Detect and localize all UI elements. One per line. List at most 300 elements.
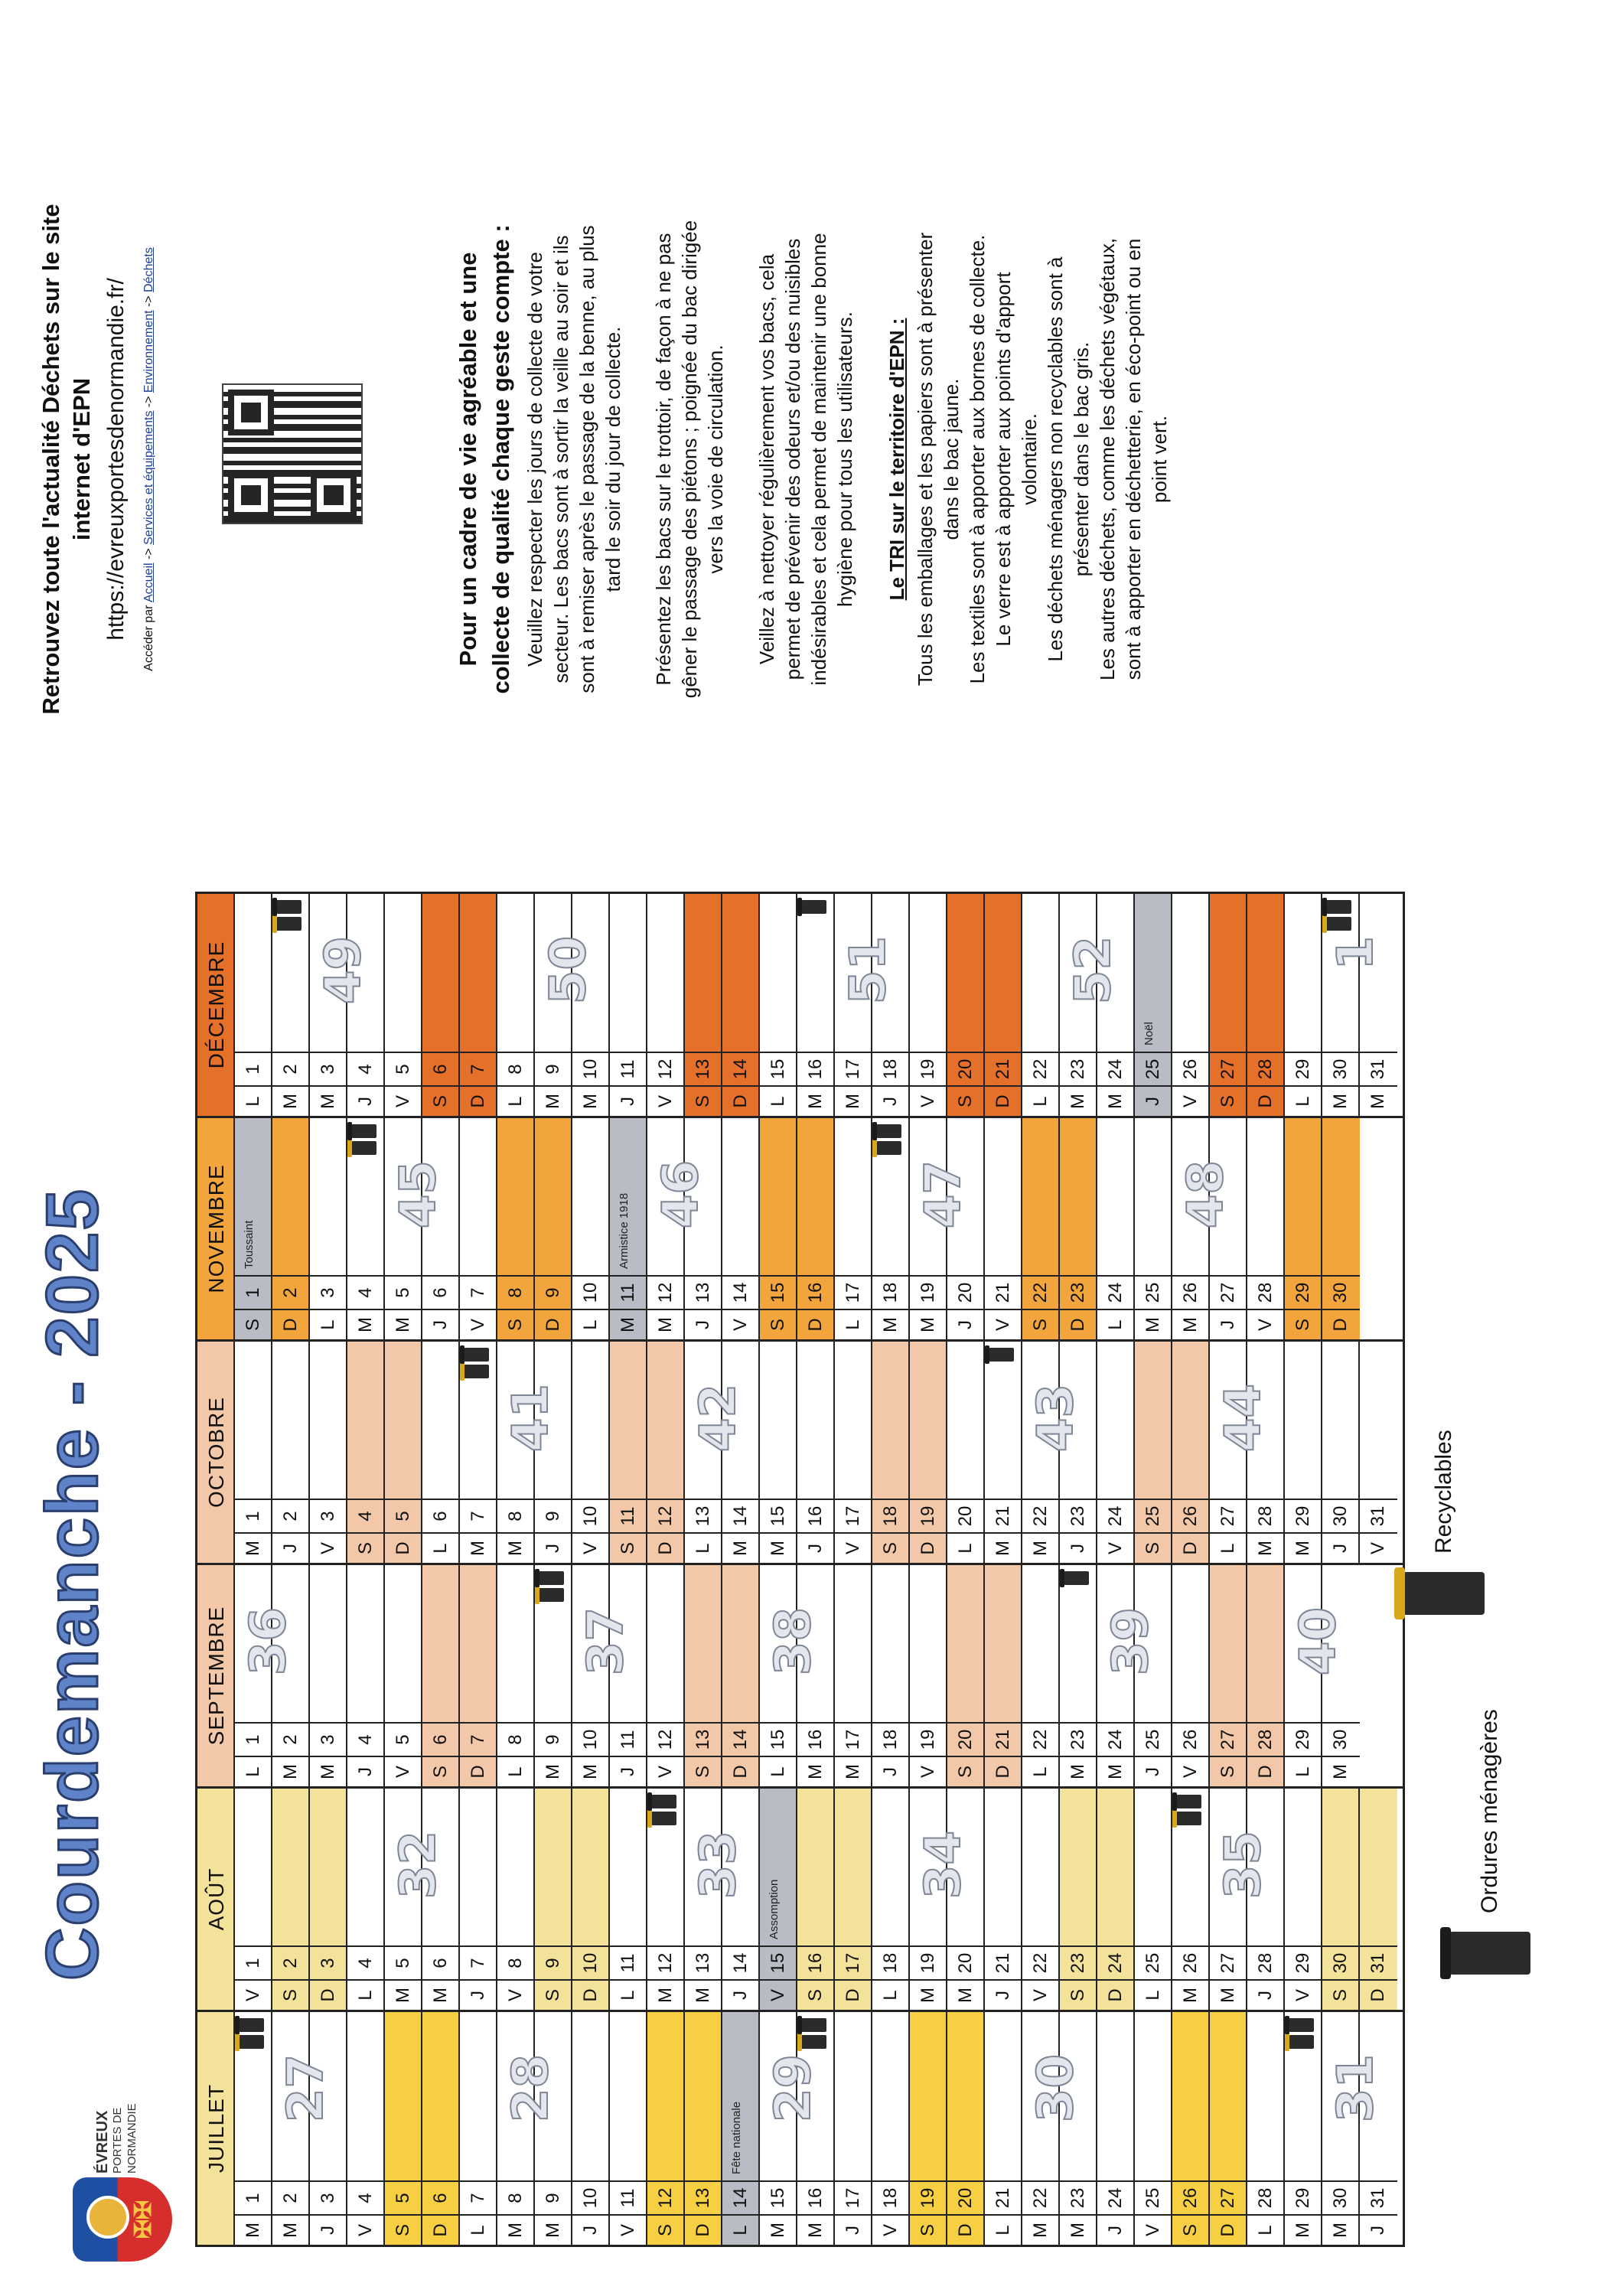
- day-row: [310, 894, 372, 1116]
- yellow-bin-icon: [1175, 1812, 1201, 1825]
- day-row: [1022, 1789, 1060, 2010]
- day-cell: [1285, 1342, 1321, 1499]
- day-number: 8: [497, 1275, 533, 1309]
- day-row: [760, 1789, 797, 2010]
- day-cell: [1022, 1118, 1058, 1275]
- website-link[interactable]: https://evreuxportesdenormandie.fr/: [103, 278, 129, 641]
- day-cell: [872, 1342, 908, 1499]
- day-cell: [310, 894, 372, 1052]
- breadcrumb: [136, 38, 162, 880]
- week-number: 1: [1328, 936, 1384, 970]
- weekday-letter: M: [1285, 2214, 1321, 2245]
- day-row: [947, 1789, 985, 2010]
- day-number: 9: [535, 1499, 571, 1532]
- legend-recyclables-label: Recyclables: [1431, 1430, 1456, 1554]
- day-row: [985, 2012, 1022, 2245]
- weekday-letter: M: [497, 1532, 533, 1563]
- weekday-letter: D: [647, 1532, 683, 1563]
- weekday-letter: D: [722, 1756, 758, 1786]
- day-number: 31: [1360, 1499, 1397, 1532]
- day-cell: [272, 1565, 308, 1722]
- day-row: [872, 1342, 910, 1563]
- day-cell: [385, 1342, 421, 1499]
- weekday-letter: J: [310, 2214, 346, 2245]
- day-cell: [1135, 1789, 1171, 1945]
- day-cell: [385, 1789, 447, 1945]
- week-number: 52: [1065, 936, 1122, 1005]
- day-number: 15: [760, 1052, 796, 1085]
- day-cell: [1022, 1789, 1058, 1945]
- day-number: 1: [235, 1945, 271, 1979]
- holiday-label: Noël: [1142, 1022, 1156, 1045]
- day-cell: [947, 1342, 983, 1499]
- day-row: [835, 1789, 872, 2010]
- day-cell: [1172, 894, 1208, 1052]
- cadre-title-line2: collecte de qualité chaque geste compte :: [487, 224, 514, 694]
- day-cell: [1135, 1565, 1171, 1722]
- grey-bin-icon: [1063, 1571, 1089, 1585]
- day-row: [422, 1789, 460, 2010]
- day-number: 5: [385, 1945, 421, 1979]
- weekday-letter: V: [385, 1756, 421, 1786]
- day-row: [497, 2012, 559, 2245]
- day-row: [797, 1342, 835, 1563]
- day-cell: [235, 2012, 271, 2180]
- day-row: [610, 2012, 647, 2245]
- day-cell: [760, 2012, 822, 2180]
- day-cell: [1135, 2012, 1171, 2180]
- weekday-letter: J: [1360, 2214, 1397, 2245]
- weekday-letter: M: [1172, 1309, 1208, 1339]
- day-number: 26: [1172, 2180, 1208, 2214]
- day-cell: [497, 1789, 533, 1945]
- day-cell: [1360, 894, 1397, 1052]
- day-cell: [1322, 2012, 1384, 2180]
- day-row: [310, 1118, 347, 1339]
- day-number: 1: [235, 1722, 271, 1756]
- day-cell: [1022, 1342, 1084, 1499]
- legend: [1416, 1286, 1569, 1975]
- day-cell: [535, 1118, 571, 1275]
- week-number: 45: [390, 1160, 447, 1229]
- day-number: 28: [1247, 1945, 1283, 1979]
- yellow-bin-icon: [238, 2035, 264, 2049]
- day-cell: [1285, 2012, 1321, 2180]
- weekday-letter: V: [1360, 1532, 1397, 1563]
- weekday-letter: L: [760, 1085, 796, 1116]
- day-row: [985, 1118, 1022, 1339]
- day-cell: [460, 1118, 496, 1275]
- day-cell: [647, 1565, 683, 1722]
- day-cell: [985, 1118, 1021, 1275]
- day-number: 5: [385, 1275, 421, 1309]
- day-row: [722, 1118, 760, 1339]
- day-number: 27: [1210, 1275, 1246, 1309]
- day-cell: [1210, 2012, 1246, 2180]
- day-number: 15: [760, 1722, 796, 1756]
- day-row: [272, 2012, 334, 2245]
- para1-line1: Veuillez respecter les jours de collecte de votre: [523, 252, 546, 667]
- holiday-label: Armistice 1918: [618, 1192, 631, 1269]
- weekday-letter: L: [235, 1756, 271, 1786]
- para3-line4: hygiène pour tous les utilisateurs.: [833, 311, 856, 607]
- day-number: 25: [1135, 1722, 1171, 1756]
- weekday-letter: V: [572, 1532, 608, 1563]
- weekday-letter: D: [572, 1979, 608, 2010]
- day-cell: [797, 894, 833, 1052]
- day-row: [535, 1118, 572, 1339]
- day-number: 17: [835, 1275, 871, 1309]
- day-cell: [985, 1565, 1021, 1722]
- day-cell: [872, 1789, 908, 1945]
- day-row: [497, 1565, 535, 1786]
- day-row: [460, 1789, 497, 2010]
- day-row: [535, 1789, 572, 2010]
- day-cell: [1172, 1118, 1234, 1275]
- day-number: 19: [910, 2180, 946, 2214]
- day-cell: [647, 1342, 683, 1499]
- weekday-letter: M: [872, 1309, 908, 1339]
- day-cell: [1135, 1118, 1171, 1275]
- weekday-letter: S: [947, 1756, 983, 1786]
- grey-bin-icon: [1446, 1932, 1530, 1975]
- day-row: [1285, 894, 1322, 1116]
- day-row: [647, 894, 685, 1116]
- day-row: [910, 1342, 947, 1563]
- info-heading-line2: internet d'EPN: [68, 377, 95, 541]
- breadcrumb-dechets[interactable]: Déchets: [142, 247, 155, 292]
- weekday-letter: S: [235, 1309, 271, 1339]
- breadcrumb-environnement[interactable]: Environnement: [142, 310, 155, 393]
- weekday-letter: L: [497, 1085, 533, 1116]
- weekday-letter: M: [535, 2214, 571, 2245]
- day-row: [610, 1565, 647, 1786]
- day-number: 13: [685, 1499, 721, 1532]
- holiday-label: Toussaint: [243, 1220, 256, 1269]
- day-row: [1247, 2012, 1285, 2245]
- weekday-letter: D: [1097, 1979, 1133, 2010]
- weekday-letter: V: [235, 1979, 271, 2010]
- day-row: [1210, 894, 1247, 1116]
- day-cell: [685, 2012, 721, 2180]
- weekday-letter: S: [347, 1532, 383, 1563]
- weekday-letter: M: [760, 2214, 796, 2245]
- day-row: [722, 894, 760, 1116]
- tri5-line1: Les autres déchets, comme les déchets végétaux,: [1096, 237, 1119, 681]
- day-cell: [272, 1789, 308, 1945]
- weekday-letter: D: [947, 2214, 983, 2245]
- week-number: 35: [1215, 1831, 1272, 1900]
- day-number: 6: [422, 1945, 458, 1979]
- day-cell: [835, 2012, 871, 2180]
- day-cell: [422, 1118, 458, 1275]
- day-row: [722, 1342, 760, 1563]
- day-cell: [1210, 1789, 1272, 1945]
- day-number: 27: [1210, 1945, 1246, 1979]
- day-number: 7: [460, 2180, 496, 2214]
- day-row: [272, 894, 310, 1116]
- day-number: 17: [835, 1945, 871, 1979]
- day-row: [1135, 894, 1172, 1116]
- day-row: [1060, 1789, 1097, 2010]
- week-number: 31: [1328, 2054, 1384, 2123]
- day-row: [910, 1565, 947, 1786]
- tri-title: Le TRI sur le territoire d'EPN :: [885, 318, 908, 601]
- weekday-letter: S: [910, 2214, 946, 2245]
- day-cell: [1247, 2012, 1283, 2180]
- day-row: [947, 1118, 985, 1339]
- weekday-letter: D: [1247, 1756, 1283, 1786]
- day-number: 28: [1247, 2180, 1283, 2214]
- day-cell: [347, 1342, 383, 1499]
- day-cell: [760, 1565, 822, 1722]
- day-number: 7: [460, 1499, 496, 1532]
- day-number: 30: [1322, 1499, 1358, 1532]
- day-cell: [572, 894, 608, 1052]
- day-cell: [497, 1565, 533, 1722]
- day-row: [1172, 2012, 1210, 2245]
- week-number: 28: [503, 2054, 559, 2123]
- day-number: 9: [535, 1945, 571, 1979]
- day-cell: [722, 1118, 758, 1275]
- yellow-bin-icon: [875, 1141, 901, 1155]
- day-row: [910, 894, 947, 1116]
- day-row: [722, 1565, 760, 1786]
- week-number: 37: [578, 1607, 634, 1676]
- holiday-label: Assomption: [768, 1879, 781, 1939]
- tri4-line2: présenter dans le bac gris.: [1070, 341, 1093, 577]
- day-row: [760, 894, 797, 1116]
- yellow-bin-icon: [538, 1588, 564, 1602]
- day-cell: [1210, 1565, 1246, 1722]
- day-cell: [272, 1342, 308, 1499]
- week-number: 36: [240, 1607, 297, 1676]
- day-cell: [497, 1118, 533, 1275]
- day-cell: [272, 2012, 334, 2180]
- day-row: [1210, 2012, 1247, 2245]
- day-cell: [1097, 1118, 1133, 1275]
- day-row: [1135, 1565, 1172, 1786]
- day-cell: [872, 894, 908, 1052]
- weekday-letter: M: [497, 2214, 533, 2245]
- month-header: NOVEMBRE: [197, 1118, 235, 1339]
- day-cell: [572, 1342, 608, 1499]
- grey-bin-icon: [238, 2018, 264, 2032]
- day-number: 25: [1135, 1499, 1171, 1532]
- weekday-letter: D: [1210, 2214, 1246, 2245]
- day-row: [610, 1789, 647, 2010]
- weekday-letter: J: [797, 1532, 833, 1563]
- weekday-letter: M: [572, 1756, 608, 1786]
- day-row: [235, 1789, 272, 2010]
- day-number: 14: [722, 1945, 758, 1979]
- day-row: [385, 2012, 422, 2245]
- day-row: [385, 894, 422, 1116]
- day-row: [1022, 894, 1060, 1116]
- day-number: 30: [1322, 1052, 1358, 1085]
- day-number: 19: [910, 1275, 946, 1309]
- breadcrumb-accueil[interactable]: Accueil: [142, 563, 155, 603]
- day-row: [872, 1118, 910, 1339]
- weekday-letter: S: [797, 1979, 833, 2010]
- breadcrumb-arrow: ->: [142, 548, 155, 559]
- day-row: [1172, 1342, 1210, 1563]
- day-cell: [572, 1565, 634, 1722]
- weekday-letter: M: [1210, 1979, 1246, 2010]
- day-row: [1060, 2012, 1097, 2245]
- day-row: [460, 1342, 497, 1563]
- weekday-letter: M: [647, 1309, 683, 1339]
- day-cell: [1172, 2012, 1208, 2180]
- grey-bin-icon: [988, 1348, 1014, 1362]
- day-cell: [310, 1118, 346, 1275]
- collection-bins: [350, 1124, 381, 1155]
- day-number: 6: [422, 1275, 458, 1309]
- day-number: 11: [610, 1499, 646, 1532]
- day-row: [347, 2012, 385, 2245]
- weekday-letter: M: [685, 1979, 721, 2010]
- day-cell: [310, 1565, 346, 1722]
- day-number: 11: [610, 1945, 646, 1979]
- weekday-letter: V: [1172, 1756, 1208, 1786]
- day-cell: [947, 1789, 983, 1945]
- weekday-letter: D: [385, 1532, 421, 1563]
- day-number: 5: [385, 1722, 421, 1756]
- weekday-letter: M: [910, 1309, 946, 1339]
- day-row: [1285, 1342, 1322, 1563]
- weekday-letter: V: [347, 2214, 383, 2245]
- weekday-letter: M: [947, 1979, 983, 2010]
- weekday-letter: S: [1060, 1979, 1096, 2010]
- day-cell: [1247, 1789, 1283, 1945]
- weekday-letter: V: [1285, 1979, 1321, 2010]
- qr-code-icon[interactable]: [222, 383, 363, 524]
- page-title: Courdemanche - 2025: [31, 1188, 113, 1981]
- weekday-letter: D: [1172, 1532, 1208, 1563]
- grey-bin-icon: [463, 1348, 489, 1362]
- weekday-letter: V: [1097, 1532, 1133, 1563]
- collection-bins: [1063, 1571, 1094, 1585]
- day-number: 29: [1285, 1499, 1321, 1532]
- weekday-letter: L: [685, 1532, 721, 1563]
- tri1-line2: dans le bac jaune.: [940, 378, 963, 540]
- day-cell: [235, 1118, 271, 1275]
- day-cell: [497, 2012, 559, 2180]
- weekday-letter: S: [385, 2214, 421, 2245]
- weekday-letter: S: [1022, 1309, 1058, 1339]
- weekday-letter: J: [347, 1085, 383, 1116]
- day-number: 4: [347, 1722, 383, 1756]
- day-cell: [797, 2012, 833, 2180]
- day-number: 20: [947, 1499, 983, 1532]
- week-number: 46: [653, 1160, 709, 1229]
- weekday-letter: V: [985, 1309, 1021, 1339]
- weekday-letter: M: [310, 1085, 346, 1116]
- weekday-letter: M: [235, 2214, 271, 2245]
- breadcrumb-services[interactable]: Services et équipements: [142, 410, 155, 545]
- day-row: [1097, 894, 1135, 1116]
- weekday-letter: J: [1097, 2214, 1133, 2245]
- day-cell: [722, 2012, 758, 2180]
- day-cell: [835, 1118, 871, 1275]
- day-row: [272, 1342, 310, 1563]
- day-cell: [722, 894, 758, 1052]
- day-cell: [1060, 1342, 1096, 1499]
- day-number: 15: [760, 1499, 796, 1532]
- day-number: 4: [347, 1052, 383, 1085]
- day-row: [835, 2012, 872, 2245]
- weekday-letter: M: [1360, 1085, 1397, 1116]
- day-number: 29: [1285, 1052, 1321, 1085]
- day-number: 24: [1097, 1499, 1133, 1532]
- day-cell: [797, 1789, 833, 1945]
- day-number: 27: [1210, 1052, 1246, 1085]
- weekday-letter: M: [310, 1756, 346, 1786]
- day-cell: [235, 894, 271, 1052]
- day-number: 1: [235, 1052, 271, 1085]
- week-number: 43: [1028, 1384, 1084, 1453]
- yellow-bin-icon: [650, 1812, 676, 1825]
- grey-bin-icon: [350, 1124, 376, 1138]
- day-cell: [1097, 894, 1133, 1052]
- day-cell: [347, 894, 383, 1052]
- grey-bin-icon: [800, 900, 826, 914]
- info-heading-line1: Retrouvez toute l'actualité Déchets sur le site: [37, 204, 64, 715]
- day-row: [722, 1789, 760, 2010]
- day-row: [685, 1565, 722, 1786]
- day-number: 19: [910, 1722, 946, 1756]
- yellow-bin-icon: [800, 2035, 826, 2049]
- day-number: 5: [385, 1052, 421, 1085]
- para3-line1: Veillez à nettoyer régulièrement vos bacs, cela: [755, 253, 778, 665]
- tri4-line1: Les déchets ménagers non recyclables sont à: [1044, 256, 1067, 662]
- day-number: 23: [1060, 1275, 1096, 1309]
- day-number: 5: [385, 2180, 421, 2214]
- day-row: [1022, 1118, 1060, 1339]
- weekday-letter: S: [535, 1979, 571, 2010]
- day-row: [1097, 1118, 1135, 1339]
- month-header: AOÛT: [197, 1789, 235, 2010]
- day-row: [1135, 1118, 1172, 1339]
- day-cell: [685, 1342, 747, 1499]
- day-row: [1172, 1789, 1210, 2010]
- day-cell: [1247, 1118, 1283, 1275]
- day-number: 18: [872, 1945, 908, 1979]
- day-row: [760, 1342, 797, 1563]
- day-row: [535, 1565, 572, 1786]
- day-number: 22: [1022, 2180, 1058, 2214]
- weekday-letter: D: [835, 1979, 871, 2010]
- weekday-letter: M: [610, 1309, 646, 1339]
- weekday-letter: L: [1210, 1532, 1246, 1563]
- weekday-letter: M: [460, 1532, 496, 1563]
- weekday-letter: D: [1060, 1309, 1096, 1339]
- info-panel: [38, 15, 1584, 880]
- day-row: [1360, 894, 1397, 1116]
- day-cell: [760, 1118, 796, 1275]
- day-cell: [985, 1789, 1021, 1945]
- day-number: 30: [1322, 1945, 1358, 1979]
- day-number: 1: [235, 1275, 271, 1309]
- grey-bin-icon: [650, 1795, 676, 1808]
- weekday-letter: S: [685, 1756, 721, 1786]
- weekday-letter: L: [1247, 2214, 1283, 2245]
- weekday-letter: M: [1022, 1532, 1058, 1563]
- day-row: [572, 2012, 610, 2245]
- day-row: [572, 1789, 610, 2010]
- week-number: 50: [540, 936, 597, 1005]
- day-number: 8: [497, 1722, 533, 1756]
